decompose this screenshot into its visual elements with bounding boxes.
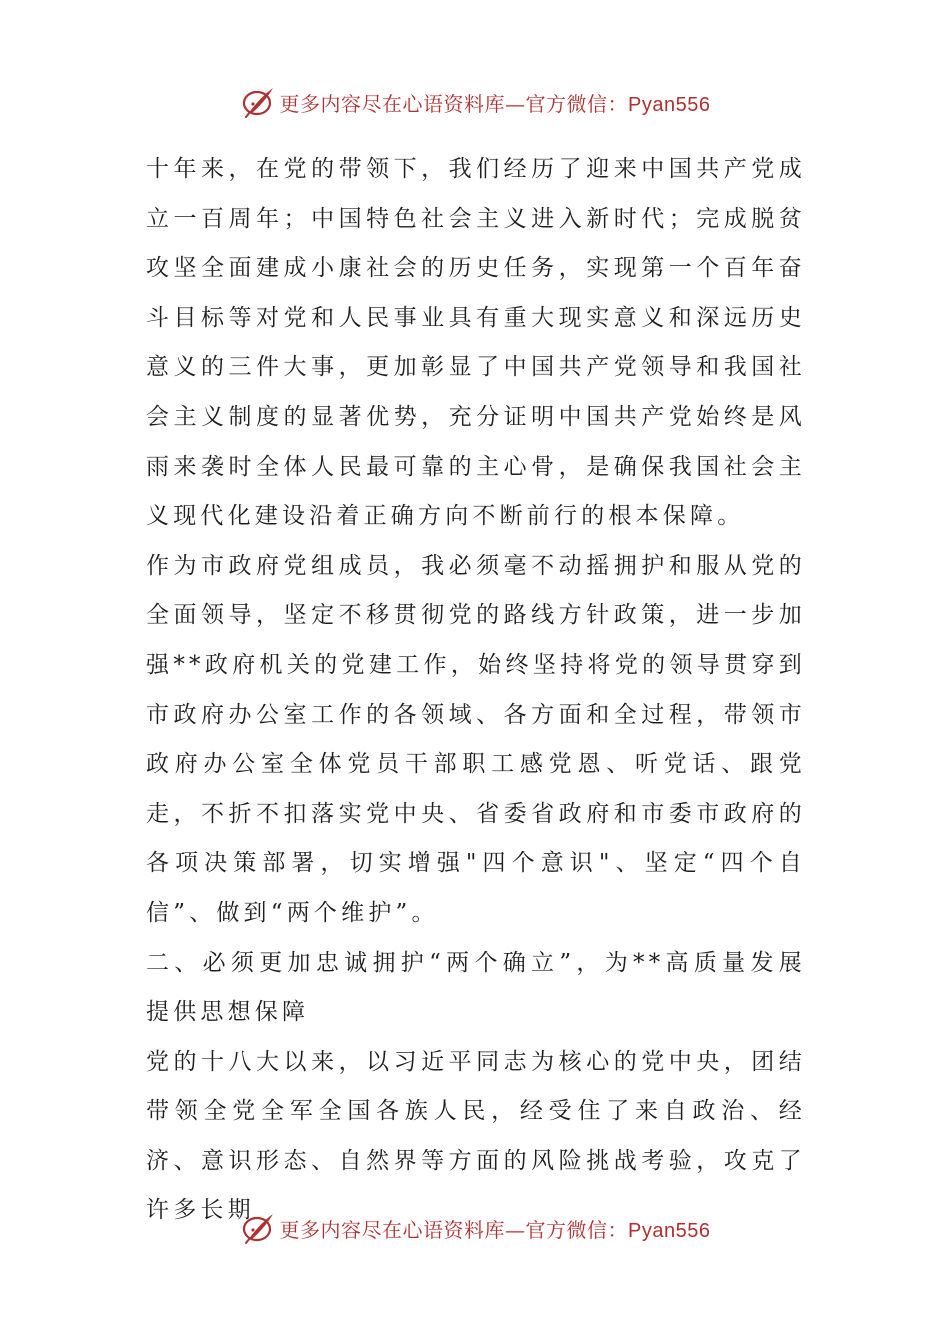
paragraph-1: 十年来，在党的带领下，我们经历了迎来中国共产党成立一百周年；中国特色社会主义进入新时代；完成脱贫攻坚全面建成小康社会的历史任务，实现第一个百年奋斗目标等对党和人民事业具有重大现实意义和深远历史意义的三件大事，更加彰显了中国共产党领导和我国社会主义制度的显著优势，充分证明中国共产党始终是风雨来袭时全体人民最可靠的主心骨，是确保我国社会主义现代化建设沿着正确方向不断前行的根本保障。 [146, 156, 806, 530]
quill-logo-icon [240, 1210, 276, 1246]
footer-banner-text: 更多内容尽在心语资料库—官方微信：Pyan556 [279, 1217, 711, 1242]
paragraph-2: 作为市政府党组成员，我必须毫不动摇拥护和服从党的全面领导，坚定不移贯彻党的路线方针政策，进一步加强**政府机关的党建工作，始终坚持将党的领导贯穿到市政府办公室工作的各领域、各方面和全过程，带领市政府办公室全体党员干部职工感党恩、听党话、跟党走，不折不扣落实党中央、省委省政府和市委市政府的各项决策部署，切实增强"四个意识"、坚定“四个自信”、做到“两个维护”。 [146, 552, 806, 926]
footer-watermark-banner [0, 1208, 950, 1248]
document-body [146, 145, 806, 1236]
section-heading-2: 二、必须更加忠诚拥护“两个确立”，为**高质量发展提供思想保障 [146, 949, 806, 1026]
header-banner-wechat: Pyan556 [628, 93, 711, 116]
header-banner-text: 更多内容尽在心语资料库—官方微信：Pyan556 [279, 91, 711, 116]
footer-banner-wechat: Pyan556 [628, 1219, 711, 1242]
quill-logo-icon [240, 84, 276, 120]
paragraph-3: 党的十八大以来，以习近平同志为核心的党中央，团结带领全党全军全国各族人民，经受住了来自政治、经济、意识形态、自然界等方面的风险挑战考验，攻克了许多长期 [146, 1048, 806, 1224]
header-watermark-banner [0, 82, 950, 122]
